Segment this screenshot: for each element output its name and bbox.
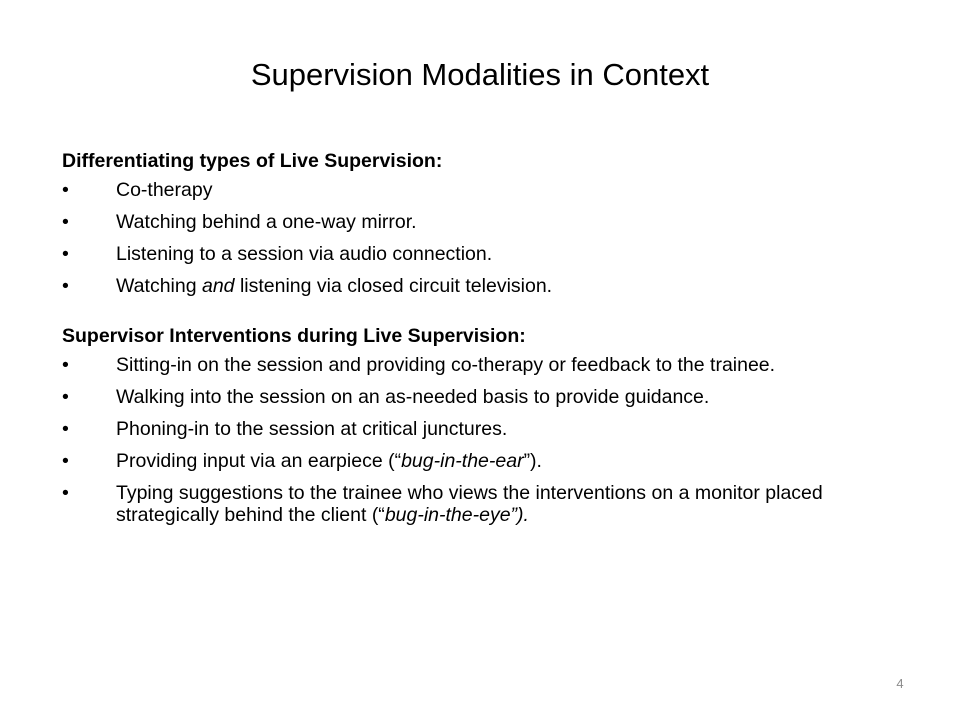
list-item <box>62 482 922 526</box>
list-item-text <box>116 450 542 472</box>
text-segment: Typing suggestions to the trainee who views the interventions on a monitor placed strategically behind the client (“ <box>116 482 823 526</box>
list-item <box>62 354 922 376</box>
slide-content <box>62 148 922 536</box>
bullet-icon: • <box>62 179 69 201</box>
bullet-icon: • <box>62 354 69 376</box>
list-item-text: Co-therapy <box>116 179 213 201</box>
bullet-icon: • <box>62 386 69 408</box>
section-heading-interventions: Supervisor Interventions during Live Supervision: <box>62 325 526 347</box>
section-spacer <box>62 307 922 323</box>
list-item <box>62 275 922 297</box>
bullet-icon: • <box>62 450 69 472</box>
list-item <box>62 243 922 265</box>
bullet-icon: • <box>62 418 69 440</box>
list-item-text: Watching behind a one-way mirror. <box>116 211 417 233</box>
text-segment: listening via closed circuit television. <box>234 275 553 297</box>
list-item-text: Listening to a session via audio connection. <box>116 243 493 265</box>
list-item-text: Phoning-in to the session at critical junctures. <box>116 418 508 440</box>
emphasis-text: bug-in-the-eye”). <box>384 504 529 526</box>
slide-number: 4 <box>896 676 904 691</box>
list-item-text <box>116 482 823 526</box>
text-segment: ”). <box>523 450 542 472</box>
list-item-text: Sitting-in on the session and providing co-therapy or feedback to the trainee. <box>116 354 776 376</box>
bullet-icon: • <box>62 211 69 233</box>
interventions-list <box>62 354 922 526</box>
text-segment: Watching <box>116 275 202 297</box>
list-item <box>62 179 922 201</box>
list-item-text: Walking into the session on an as-needed basis to provide guidance. <box>116 386 710 408</box>
emphasis-text: bug-in-the-ear <box>401 450 524 472</box>
list-item <box>62 211 922 233</box>
types-list <box>62 179 922 297</box>
bullet-icon: • <box>62 243 69 265</box>
list-item <box>62 450 922 472</box>
section-heading-types: Differentiating types of Live Supervision: <box>62 150 443 172</box>
emphasis-text: and <box>201 275 235 297</box>
bullet-icon: • <box>62 275 69 297</box>
bullet-icon: • <box>62 482 69 504</box>
text-segment: Providing input via an earpiece (“ <box>116 450 402 472</box>
slide-title: Supervision Modalities in Context <box>250 57 710 92</box>
list-item <box>62 418 922 440</box>
list-item-text <box>116 275 552 297</box>
list-item <box>62 386 922 408</box>
